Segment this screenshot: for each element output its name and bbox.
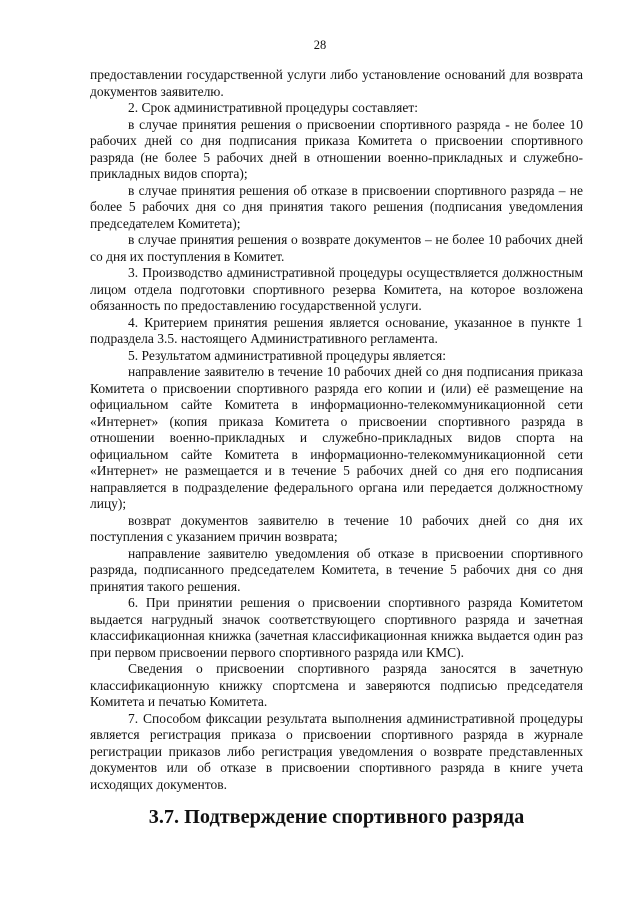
paragraph: направление заявителю уведомления об отказе в присвоении спортивного разряда, подписанного председателем Комитета, в течение 5 рабочих дня со дня принятия такого решения.	[90, 545, 583, 594]
paragraph: 4. Критерием принятия решения является основание, указанное в пункте 1 подраздела 3.5. настоящего Административного регламента.	[90, 314, 583, 346]
section-heading: 3.7. Подтверждение спортивного разряда	[148, 806, 525, 828]
paragraph: 3. Производство административной процедуры осуществляется должностным лицом отдела подготовки спортивного резерва Комитета, на которое возложена обязанность по предоставлению государственной услуги.	[90, 265, 583, 313]
paragraph: в случае принятия решения о возврате документов – не более 10 рабочих дней со дня их поступления в Комитет.	[90, 232, 583, 264]
paragraph: 2. Срок административной процедуры составляет:	[128, 100, 419, 115]
paragraph: возврат документов заявителю в течение 10 рабочих дней со дня их поступления с указанием причин возврата;	[90, 512, 583, 544]
body-text	[90, 67, 583, 826]
paragraph: 7. Способом фиксации результата выполнения административной процедуры является регистрация приказа о присвоении спортивного разряда в журнале регистрации приказов либо регистрация уведомления о возврате представленных документов или об отказе в присвоении спортивного разряда в книге учета исходящих документов.	[90, 710, 583, 792]
paragraph: 5. Результатом административной процедуры является:	[128, 347, 446, 363]
paragraph: предоставлении государственной услуги либо установление оснований для возврата документов заявителю.	[90, 67, 583, 99]
paragraph: 6. При принятии решения о присвоении спортивного разряда Комитетом выдается нагрудный значок соответствующего спортивного разряда и зачетная классификационная книжка (зачетная классификационная книжка выдается один раз при первом присвоении первого спортивного разряда или КМС).	[90, 595, 583, 660]
page-number: 28	[313, 38, 327, 52]
paragraph: в случае принятия решения о присвоении спортивного разряда - не более 10 рабочих дней со дня подписания приказа Комитета о присвоении спортивного разряда (не более 5 рабочих дней в отношении военно-прикладных и служебно-прикладных видов спорта);	[90, 116, 583, 181]
paragraph: направление заявителю в течение 10 рабочих дней со дня подписания приказа Комитета о присвоении спортивного разряда его копии и (или) её размещение на официальном сайте Комитета в информационно-телекоммуникационной сети «Интернет» (копия приказа Комитета о присвоении спортивного разряда в отношении военно-прикладных и служебно-прикладных видов спорта на официальном сайте Комитета в информационно-телекоммуникационной сети «Интернет» не размещается и в течение 5 рабочих дней со дня его подписания направляется в подразделение федерального органа или передается должностному лицу);	[90, 364, 583, 511]
paragraph: в случае принятия решения об отказе в присвоении спортивного разряда – не более 5 рабочих дня со дня принятия такого решения (подписания уведомления председателем Комитета);	[90, 182, 583, 231]
paragraph: Сведения о присвоении спортивного разряда заносятся в зачетную классификационную книжку спортсмена и заверяются подписью председателя Комитета и печатью Комитета.	[90, 661, 583, 709]
